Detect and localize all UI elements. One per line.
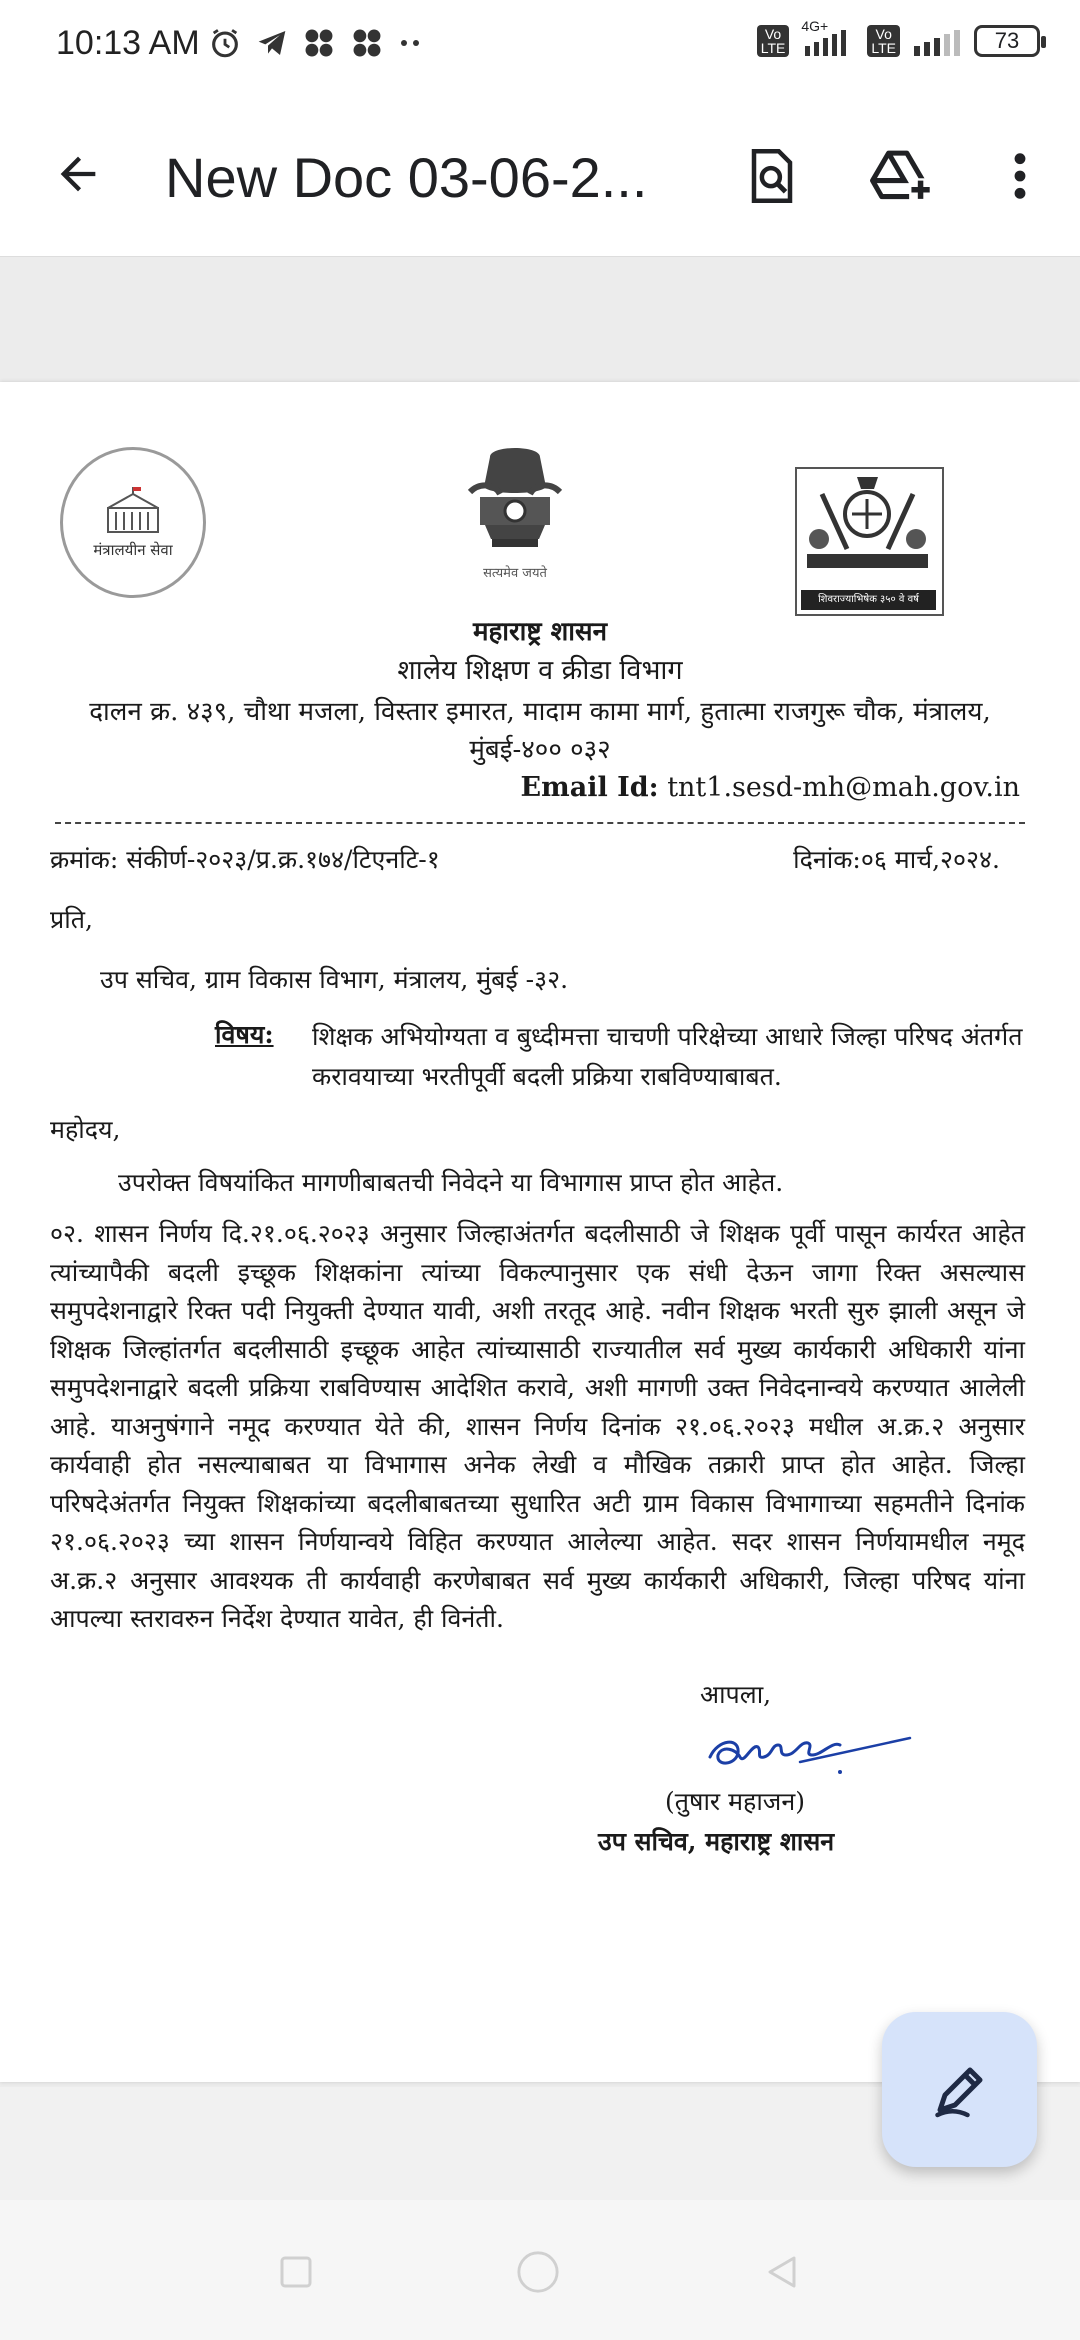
- email-line: [521, 772, 1020, 803]
- system-navigation-bar: [0, 2200, 1080, 2340]
- email-label: Email Id:: [520, 772, 659, 803]
- app-icon: [302, 26, 336, 60]
- add-to-drive-button[interactable]: [860, 136, 940, 216]
- emblem-caption: शिवराज्याभिषेक ३५० वे वर्ष: [801, 590, 936, 610]
- header-divider: [55, 822, 1025, 824]
- royal-seal-icon: [797, 469, 938, 579]
- government-name: महाराष्ट्र शासन: [472, 617, 608, 647]
- signal-icon: [912, 24, 962, 58]
- edit-pen-icon: [930, 2060, 990, 2120]
- emblem-motto: सत्यमेव जयते: [483, 566, 547, 581]
- notification-icons: [208, 26, 424, 60]
- more-options-button[interactable]: [980, 136, 1060, 216]
- address-line-1: दालन क्र. ४३९, चौथा मजला, विस्तार इमारत, मादाम कामा मार्ग, हुतात्मा राजगुरू चौक, मंत्रालय,: [89, 697, 991, 727]
- more-vert-icon: [1013, 150, 1027, 202]
- subject-label: विषय:: [215, 1020, 274, 1049]
- handwritten-signature: [690, 1712, 930, 1782]
- emblem-caption: मंत्रालयीन सेवा: [93, 540, 173, 559]
- home-button[interactable]: [516, 2250, 560, 2294]
- signer-name: (तुषार महाजन): [665, 1787, 805, 1816]
- body-paragraph-2: ०२. शासन निर्णय दि.२१.०६.२०२३ अनुसार जिल्हाअंतर्गत बदलीसाठी जे शिक्षक पूर्वी पासून कार्यरत आहेत त्यांच्यापैकी बदली इच्छूक शिक्षकांना त्यांच्या विकल्पानुसार एक संधी देऊन जागा रिक्त असल्यास समुपदेशनाद्वारे रिक्त पदी नियुक्ती देण्यात यावी, अशी तरतूद आहे. नवीन शिक्षक भरती सुरु झाली असून जे शिक्षक जिल्हांतर्गत बदलीसाठी इच्छूक आहेत त्यांच्यासाठी राज्यातील सर्व मुख्य कार्यकारी अधिकारी यांना समुपदेशनाद्वारे बदली प्रक्रिया राबविण्यास आदेशित करावे, अशी मागणी उक्त निवेदनान्वये करण्यात आलेली आहे. याअनुषंगाने नमूद करण्यात येते की, शासन निर्णय दिनांक २१.०६.२०२३ मधील अ.क्र.२ अनुसार कार्यवाही होत नसल्याबाबत या विभागास अनेक लेखी व मौखिक तक्रारी प्राप्त होत आहेत. जिल्हा परिषदेअंतर्गत नियुक्त शिक्षकांच्या बदलीबाबतच्या सुधारित अटी ग्राम विकास विभागाच्या सहमतीने दिनांक २१.०६.२०२३ च्या शासन निर्णयान्वये विहित करण्यात आलेल्या आहेत. सदर शासन निर्णयामधील नमूद अ.क्र.२ अनुसार आवश्यक ती कार्यवाही करणेबाबत सर्व मुख्य कार्यकारी अधिकारी, जिल्हा परिषद यांना आपल्या स्तरावरुन निर्देश देण्यात यावेत, ही विनंती.: [50, 1219, 1025, 1633]
- status-bar: [0, 0, 1080, 96]
- document-viewer[interactable]: [0, 257, 1080, 2087]
- letter-content: [0, 382, 1080, 2082]
- home-circle-icon: [516, 2249, 560, 2295]
- lion-capital-icon: [450, 437, 580, 562]
- recents-square-icon: [279, 2255, 313, 2289]
- recipient-address: उप सचिव, ग्राम विकास विभाग, मंत्रालय, मुंबई -३२.: [100, 965, 569, 994]
- google-drive-add-icon: [868, 148, 932, 204]
- back-arrow-icon: [52, 148, 104, 200]
- shivrajyabhishek-emblem: [795, 467, 944, 616]
- recipient-label: प्रति,: [50, 905, 93, 934]
- recents-button[interactable]: [274, 2250, 318, 2294]
- volte-badge: Vo LTE: [867, 25, 900, 57]
- signer-designation: उप सचिव, महाराष्ट्र शासन: [598, 1827, 835, 1856]
- document-page: [0, 382, 1080, 2082]
- mantralaya-seva-emblem: [60, 447, 206, 598]
- back-button[interactable]: [42, 138, 114, 210]
- volte-badge: Vo LTE: [757, 25, 790, 57]
- subject-text: शिक्षक अभियोग्यता व बुध्दीमत्ता चाचणी परिक्षेच्या आधारे जिल्हा परिषद अंतर्गत करावयाच्या भरतीपूर्वी बदली प्रक्रिया राबविण्याबाबत.: [312, 1022, 1023, 1091]
- find-in-document-button[interactable]: [732, 136, 812, 216]
- salutation: महोदय,: [50, 1115, 121, 1144]
- back-triangle-icon: [764, 2254, 800, 2290]
- status-time: 10:13 AM: [56, 24, 200, 62]
- app-icon: [350, 26, 384, 60]
- more-dots-icon: [398, 38, 424, 48]
- building-emblem-icon: [98, 486, 168, 536]
- address-line-2: मुंबई-४०० ०३२: [469, 735, 611, 765]
- back-nav-button[interactable]: [760, 2250, 804, 2294]
- email-value: tnt1.sesd-mh@mah.gov.in: [667, 772, 1020, 803]
- system-icons: [757, 18, 1040, 58]
- body-paragraph-1: उपरोक्त विषयांकित मागणीबाबतची निवेदने या विभागास प्राप्त होत आहेत.: [118, 1168, 784, 1197]
- battery-icon: 73: [974, 25, 1040, 57]
- document-title: New Doc 03-06-2...: [165, 146, 648, 209]
- letter-date: दिनांक:०६ मार्च,२०२४.: [793, 845, 1000, 874]
- app-toolbar: [0, 96, 1080, 257]
- signal-icon: 4G+: [801, 24, 855, 58]
- reference-number: क्रमांक: संकीर्ण-२०२३/प्र.क्र.१७४/टिएनटि-१: [50, 845, 440, 874]
- national-emblem: [450, 437, 580, 587]
- edit-fab-button[interactable]: [882, 2012, 1037, 2167]
- closing: आपला,: [700, 1680, 772, 1709]
- alarm-icon: [208, 26, 242, 60]
- department-name: शालेय शिक्षण व क्रीडा विभाग: [397, 655, 683, 686]
- search-document-icon: [745, 146, 799, 206]
- telegram-icon: [256, 27, 288, 59]
